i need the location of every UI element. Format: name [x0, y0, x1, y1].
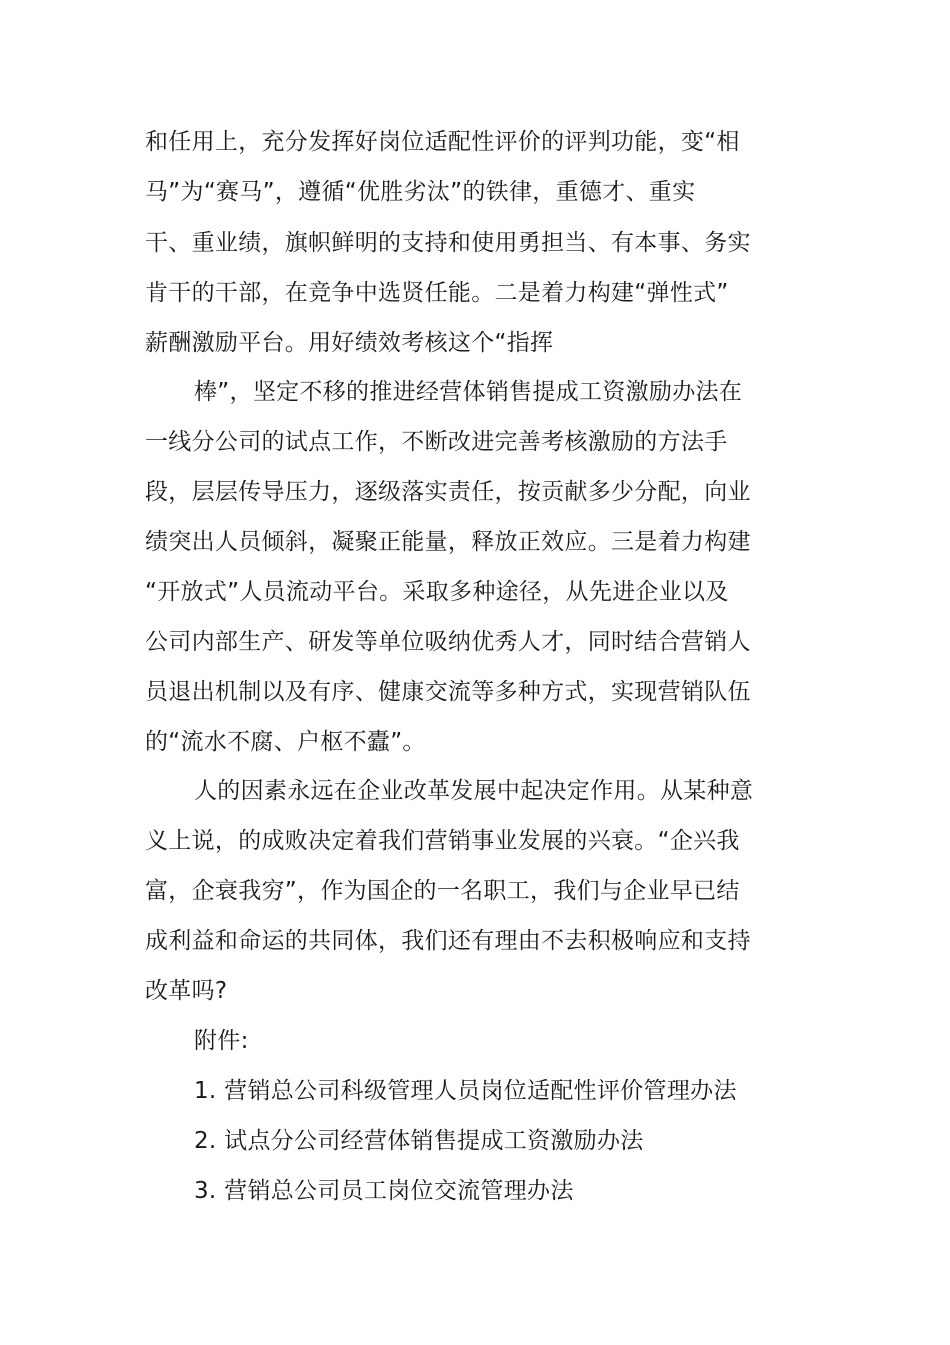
- text-line: 薪酬激励平台。用好绩效考核这个“指挥: [145, 330, 554, 356]
- text-line: 人的因素永远在企业改革发展中起决定作用。从某种意: [194, 778, 754, 804]
- text-line: 肯干的干部，在竞争中选贤任能。二是着力构建“弹性式”: [145, 280, 729, 306]
- text-line: 和任用上，充分发挥好岗位适配性评价的评判功能，变“相: [145, 129, 740, 155]
- text-line: 义上说，的成败决定着我们营销事业发展的兴衰。“企兴我: [145, 828, 740, 854]
- text-line: 改革吗?: [145, 978, 228, 1004]
- attachments-label: 附件:: [194, 1028, 249, 1054]
- text-line: 员退出机制以及有序、健康交流等多种方式，实现营销队伍: [145, 679, 751, 705]
- text-line: 公司内部生产、研发等单位吸纳优秀人才，同时结合营销人: [145, 629, 751, 655]
- attachment-item: 1. 营销总公司科级管理人员岗位适配性评价管理办法: [194, 1078, 737, 1104]
- text-line: 绩突出人员倾斜，凝聚正能量，释放正效应。三是着力构建: [145, 529, 751, 555]
- text-line: 棒”，坚定不移的推进经营体销售提成工资激励办法在: [194, 379, 743, 405]
- text-line: 干、重业绩，旗帜鲜明的支持和使用勇担当、有本事、务实: [145, 230, 751, 256]
- text-line: 成利益和命运的共同体，我们还有理由不去积极响应和支持: [145, 928, 751, 954]
- text-line: “开放式”人员流动平台。采取多种途径，从先进企业以及: [145, 579, 729, 605]
- text-line: 的“流水不腐、户枢不蠹”。: [145, 729, 426, 755]
- text-line: 富，企衰我穷”，作为国企的一名职工，我们与企业早已结: [145, 878, 740, 904]
- text-line: 段，层层传导压力，逐级落实责任，按贡献多少分配，向业: [145, 479, 751, 505]
- attachment-item: 3. 营销总公司员工岗位交流管理办法: [194, 1178, 574, 1204]
- attachment-item: 2. 试点分公司经营体销售提成工资激励办法: [194, 1128, 644, 1154]
- text-line: 马”为“赛马”，遵循“优胜劣汰”的铁律，重德才、重实: [145, 179, 696, 205]
- text-line: 一线分公司的试点工作，不断改进完善考核激励的方法手: [145, 429, 728, 455]
